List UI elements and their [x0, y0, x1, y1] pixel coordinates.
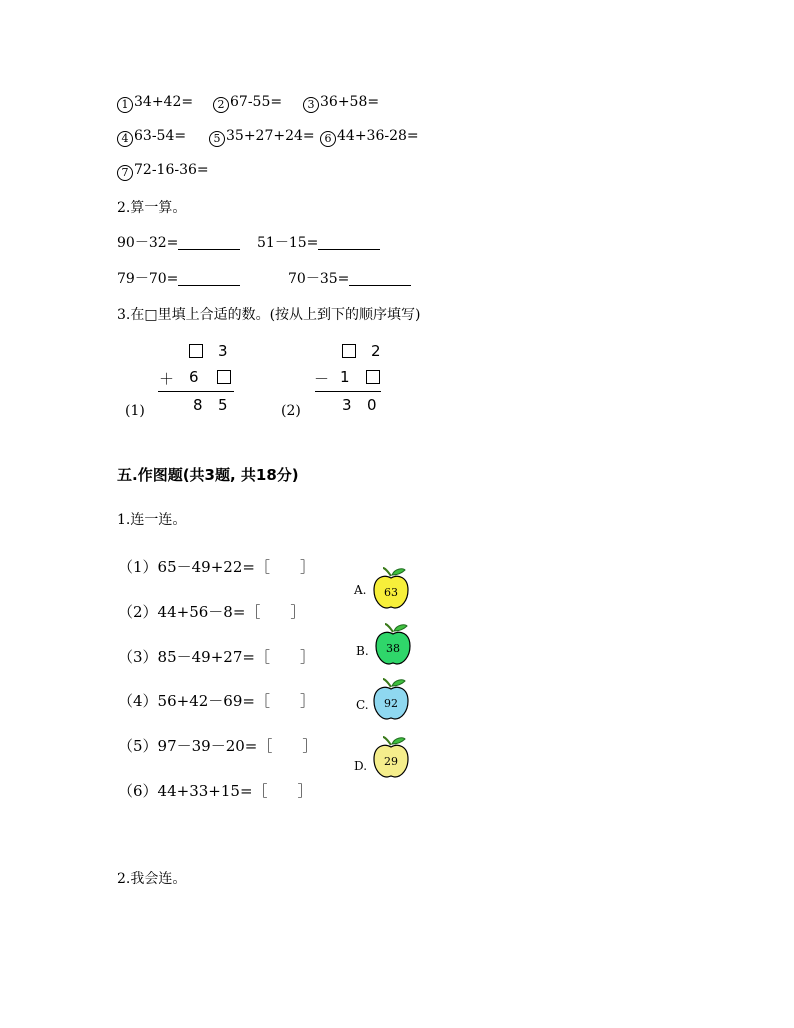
apple-icon	[371, 677, 411, 721]
problem-label: (1)	[125, 403, 145, 419]
q2-item-4: 70－35=	[288, 268, 411, 288]
circled-number: 1	[117, 97, 133, 113]
fill-box[interactable]	[189, 344, 203, 358]
answer-blank[interactable]	[349, 284, 411, 286]
calc-item-1	[117, 94, 193, 110]
match-expr-6: （6）44+33+15=［ ］	[118, 782, 313, 800]
calc-expr: 72-16-36=	[134, 162, 209, 178]
digit: 3	[218, 342, 228, 360]
option-label: B.	[356, 644, 369, 658]
apple-icon	[371, 566, 411, 610]
apple-value: 29	[384, 755, 398, 768]
apple-value: 92	[384, 697, 398, 710]
apple-icon	[373, 622, 413, 666]
fill-box[interactable]	[342, 344, 356, 358]
option-label: A.	[354, 583, 367, 597]
answer-blank[interactable]	[178, 284, 240, 286]
calc-item-2	[213, 94, 282, 113]
match-expr-3: （3）85－49+27=［ ］	[118, 648, 315, 666]
match-expr-4: （4）56+42－69=［ ］	[118, 692, 315, 710]
circled-number: 6	[320, 131, 336, 147]
match-expr-2: （2）44+56－8=［ ］	[118, 603, 306, 621]
circled-number: 2	[213, 97, 229, 113]
q3-title: 3.在□里填上合适的数。(按从上到下的顺序填写)	[117, 307, 421, 323]
calc-item-3	[303, 94, 379, 113]
option-label: C.	[356, 698, 369, 712]
q51-title: 1.连一连。	[117, 512, 187, 528]
calc-expr: 63-54=	[134, 128, 187, 144]
problem-label: (2)	[281, 403, 301, 419]
q2-title: 2.算一算。	[117, 200, 187, 216]
calc-expr: 67-55=	[230, 94, 283, 110]
calc-expr: 35+27+24=	[226, 128, 315, 144]
digit: 0	[367, 396, 377, 414]
calc-expr: 34+42=	[134, 94, 194, 110]
digit: 8	[193, 396, 203, 414]
q52-title: 2.我会连。	[117, 871, 187, 887]
digit: 3	[342, 396, 352, 414]
digit: 5	[218, 396, 228, 414]
match-expr-5: （5）97－39－20=［ ］	[118, 737, 318, 755]
calc-item-7	[117, 162, 209, 181]
difference-line	[315, 391, 381, 392]
answer-blank[interactable]	[178, 248, 240, 250]
circled-number: 7	[117, 165, 133, 181]
q2-item-3: 79－70=	[117, 268, 240, 288]
fill-box[interactable]	[366, 370, 380, 384]
calc-item-6	[320, 128, 419, 147]
match-expr-1: （1）65－49+22=［ ］	[118, 558, 315, 576]
option-label: D.	[354, 759, 368, 773]
apple-value: 63	[384, 586, 398, 599]
q2-item-1: 90－32=	[117, 232, 240, 252]
operator: ＋	[159, 370, 175, 388]
digit: 1	[340, 368, 350, 386]
apple-value: 38	[386, 642, 400, 655]
q2-item-2: 51－15=	[257, 232, 380, 252]
answer-blank[interactable]	[318, 248, 380, 250]
circled-number: 3	[303, 97, 319, 113]
fill-box[interactable]	[217, 370, 231, 384]
calc-item-4	[117, 128, 186, 147]
digit: 2	[371, 342, 381, 360]
section-title: 五.作图题(共3题, 共18分)	[117, 466, 299, 484]
sum-line	[158, 391, 234, 392]
circled-number: 4	[117, 131, 133, 147]
calc-expr: 44+36-28=	[337, 128, 419, 144]
digit: 6	[189, 368, 199, 386]
operator: －	[314, 370, 330, 388]
calc-item-5	[209, 128, 315, 147]
calc-row-1	[117, 94, 193, 113]
circled-number: 5	[209, 131, 225, 147]
calc-expr: 36+58=	[320, 94, 380, 110]
apple-icon	[371, 735, 411, 779]
